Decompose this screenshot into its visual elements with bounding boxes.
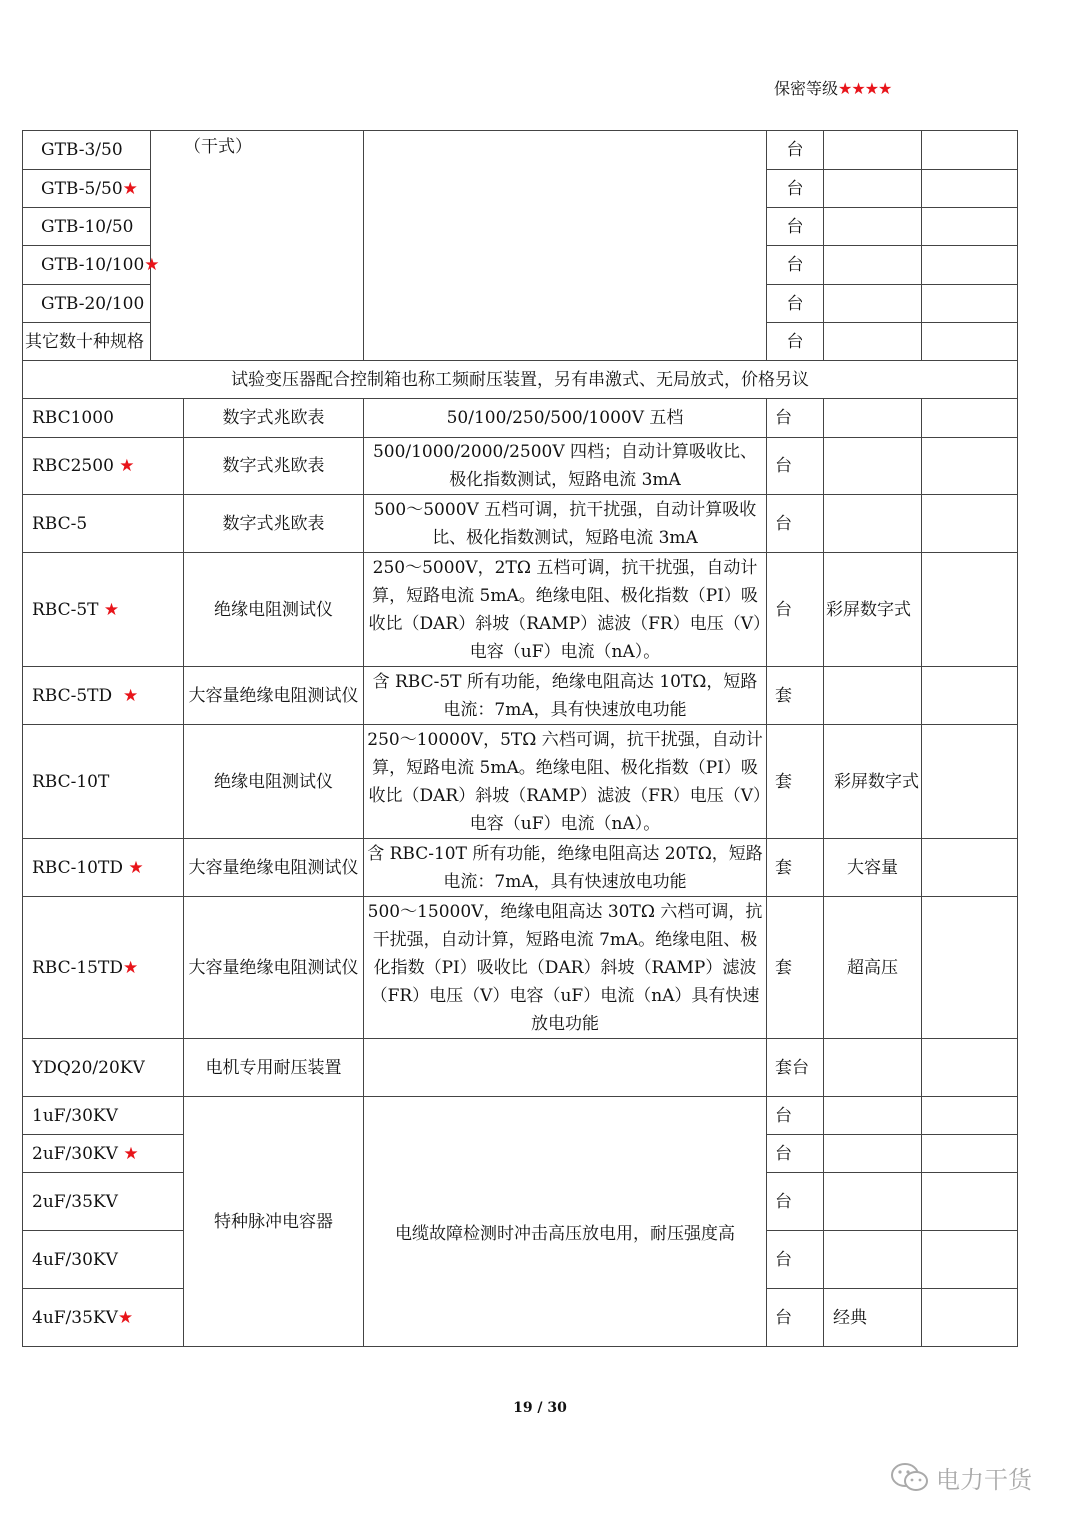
secrecy-level [774, 76, 891, 99]
capacitor-name-cell: 特种脉冲电容器 [184, 1097, 364, 1347]
unit-cell: 套 [767, 725, 824, 839]
secrecy-label: 保密等级 [774, 79, 839, 98]
note-cell [824, 1231, 922, 1289]
extra-cell [922, 897, 1018, 1039]
model-cell: GTB-5/50★ [23, 170, 151, 208]
note-cell [824, 495, 922, 553]
extra-cell [922, 839, 1018, 897]
unit-cell: 台 [767, 1097, 824, 1135]
model-cell: RBC2500 ★ [23, 438, 184, 495]
extra-cell [922, 725, 1018, 839]
name-cell: 数字式兆欧表 [184, 399, 364, 438]
table-row [23, 438, 1018, 495]
model-cell: RBC-15TD★ [23, 897, 184, 1039]
page-number: 19 / 30 [513, 1400, 567, 1416]
model-cell: GTB-10/50 [23, 208, 151, 246]
unit-cell: 套 [767, 839, 824, 897]
name-cell: 绝缘电阻测试仪 [184, 553, 364, 667]
table-row [23, 131, 1018, 170]
note-cell [824, 170, 922, 208]
unit-cell: 台 [767, 553, 824, 667]
model-cell: 1uF/30KV [23, 1097, 184, 1135]
note-cell [824, 438, 922, 495]
unit-cell: 套台 [767, 1039, 824, 1097]
extra-cell [922, 1097, 1018, 1135]
unit-cell: 台 [767, 1173, 824, 1231]
model-cell: 4uF/30KV [23, 1231, 184, 1289]
name-cell: 大容量绝缘电阻测试仪 [184, 667, 364, 725]
unit-cell: 台 [767, 170, 824, 208]
model-cell: 2uF/35KV [23, 1173, 184, 1231]
note-cell [824, 667, 922, 725]
table-row [23, 897, 1018, 1039]
name-cell: 数字式兆欧表 [184, 495, 364, 553]
unit-cell: 台 [767, 1135, 824, 1173]
extra-cell [922, 667, 1018, 725]
extra-cell [922, 1039, 1018, 1097]
banner-cell: 试验变压器配合控制箱也称工频耐压装置，另有串激式、无局放式，价格另议 [23, 361, 1018, 399]
secrecy-stars: ★★★★ [838, 79, 892, 98]
extra-cell [922, 323, 1018, 361]
model-cell: GTB-20/100 [23, 285, 151, 323]
model-cell: RBC-5TD ★ [23, 667, 184, 725]
extra-cell [922, 1173, 1018, 1231]
model-cell: 其它数十种规格 [23, 323, 151, 361]
spec-cell: 250～5000V，2TΩ 五档可调，抗干扰强，自动计算，短路电流 5mA。绝缘电阻、极化指数（PI）吸收比（DAR）斜坡（RAMP）滤波（FR）电压（V）电容（uF）电流（nA）。 [364, 553, 767, 667]
name-cell: 大容量绝缘电阻测试仪 [184, 897, 364, 1039]
note-cell: 大容量 [824, 839, 922, 897]
capacitor-spec-cell: 电缆故障检测时冲击高压放电用，耐压强度高 [364, 1097, 767, 1347]
extra-cell [922, 438, 1018, 495]
table-row [23, 361, 1018, 399]
unit-cell: 台 [767, 131, 824, 170]
note-cell [824, 246, 922, 285]
unit-cell: 台 [767, 246, 824, 285]
watermark-text: 电力干货 [936, 1466, 1032, 1494]
table-row [23, 399, 1018, 438]
extra-cell [922, 1135, 1018, 1173]
table-row [23, 667, 1018, 725]
note-cell [824, 323, 922, 361]
gtb-desc-cell: （干式） [151, 131, 364, 361]
spec-cell: 含 RBC-10T 所有功能，绝缘电阻高达 20TΩ，短路电流：7mA，具有快速放电功能 [364, 839, 767, 897]
note-cell [824, 1097, 922, 1135]
table-row [23, 725, 1018, 839]
table-row [23, 553, 1018, 667]
model-cell: 4uF/35KV★ [23, 1289, 184, 1347]
spec-cell: 500～5000V 五档可调，抗干扰强，自动计算吸收比、极化指数测试，短路电流 3mA [364, 495, 767, 553]
extra-cell [922, 553, 1018, 667]
name-cell: 数字式兆欧表 [184, 438, 364, 495]
price-table [22, 130, 1018, 1347]
spec-cell: 500～15000V，绝缘电阻高达 30TΩ 六档可调，抗干扰强，自动计算，短路电流 7mA。绝缘电阻、极化指数（PI）吸收比（DAR）斜坡（RAMP）滤波（FR）电压（V）电容（uF）电流（nA）具有快速放电功能 [364, 897, 767, 1039]
table-row [23, 1097, 1018, 1135]
model-cell: YDQ20/20KV [23, 1039, 184, 1097]
extra-cell [922, 131, 1018, 170]
unit-cell: 台 [767, 438, 824, 495]
model-cell: GTB-3/50 [23, 131, 151, 170]
model-cell: RBC-5T ★ [23, 553, 184, 667]
note-cell [824, 399, 922, 438]
model-cell: RBC1000 [23, 399, 184, 438]
extra-cell [922, 399, 1018, 438]
model-cell: RBC-10TD ★ [23, 839, 184, 897]
spec-cell [364, 1039, 767, 1097]
model-cell: RBC-10T [23, 725, 184, 839]
watermark [890, 1460, 1032, 1495]
note-cell: 彩屏数字式 [824, 725, 922, 839]
extra-cell [922, 1231, 1018, 1289]
spec-cell: 250～10000V，5TΩ 六档可调，抗干扰强，自动计算，短路电流 5mA。绝缘电阻、极化指数（PI）吸收比（DAR）斜坡（RAMP）滤波（FR）电压（V）电容（uF）电流（nA）。 [364, 725, 767, 839]
unit-cell: 台 [767, 285, 824, 323]
unit-cell: 台 [767, 1289, 824, 1347]
spec-cell: 含 RBC-5T 所有功能，绝缘电阻高达 10TΩ，短路电流：7mA，具有快速放电功能 [364, 667, 767, 725]
extra-cell [922, 1289, 1018, 1347]
note-cell [824, 1039, 922, 1097]
unit-cell: 台 [767, 1231, 824, 1289]
extra-cell [922, 208, 1018, 246]
unit-cell: 台 [767, 208, 824, 246]
unit-cell: 台 [767, 495, 824, 553]
gtb-spec-cell [364, 131, 767, 361]
unit-cell: 台 [767, 323, 824, 361]
note-cell [824, 1173, 922, 1231]
extra-cell [922, 246, 1018, 285]
note-cell [824, 285, 922, 323]
extra-cell [922, 170, 1018, 208]
model-cell: RBC-5 [23, 495, 184, 553]
note-cell [824, 208, 922, 246]
note-cell [824, 1135, 922, 1173]
note-cell [824, 131, 922, 170]
unit-cell: 套 [767, 667, 824, 725]
unit-cell: 台 [767, 399, 824, 438]
wechat-icon [890, 1461, 930, 1495]
extra-cell [922, 495, 1018, 553]
extra-cell [922, 285, 1018, 323]
name-cell: 电机专用耐压装置 [184, 1039, 364, 1097]
table-row [23, 495, 1018, 553]
name-cell: 绝缘电阻测试仪 [184, 725, 364, 839]
unit-cell: 套 [767, 897, 824, 1039]
note-cell: 超高压 [824, 897, 922, 1039]
note-cell: 彩屏数字式 [824, 553, 922, 667]
table-row [23, 839, 1018, 897]
table-row [23, 1039, 1018, 1097]
note-cell: 经典 [824, 1289, 922, 1347]
spec-cell: 500/1000/2000/2500V 四档；自动计算吸收比、极化指数测试，短路电流 3mA [364, 438, 767, 495]
name-cell: 大容量绝缘电阻测试仪 [184, 839, 364, 897]
spec-cell: 50/100/250/500/1000V 五档 [364, 399, 767, 438]
model-cell: GTB-10/100★ [23, 246, 151, 285]
model-cell: 2uF/30KV ★ [23, 1135, 184, 1173]
